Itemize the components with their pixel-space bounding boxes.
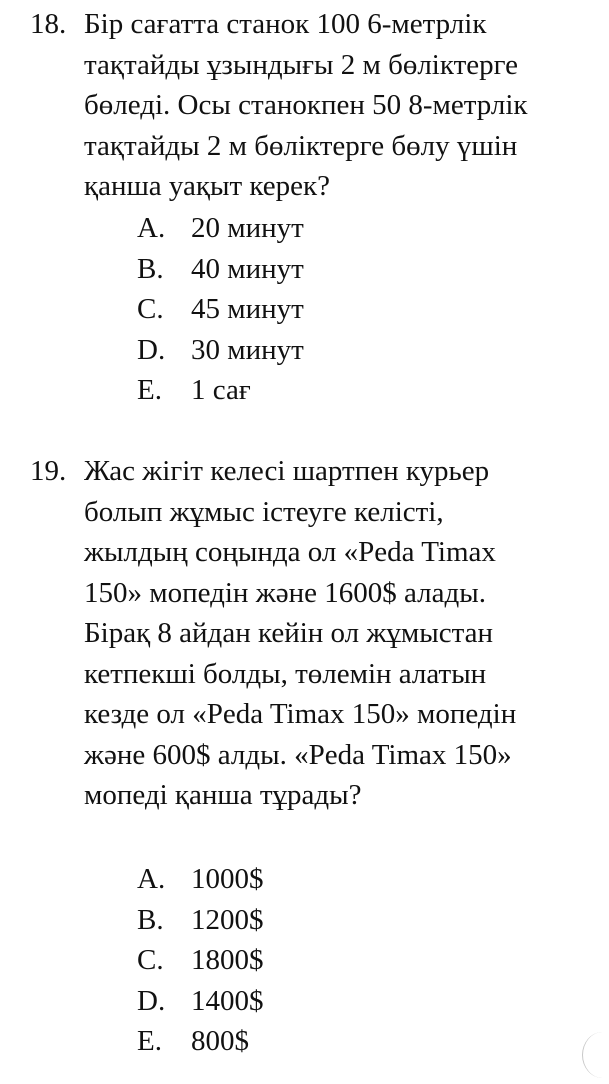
option-letter: D. [137,984,166,1017]
answer-option-a [0,859,609,900]
option-text: 40 минут [191,252,304,285]
question-text-line: 150» мопедін және 1600$ алады. [84,576,486,609]
option-text: 1800$ [191,944,264,976]
question-text-line: тақтайды ұзындығы 2 м бөліктерге [84,48,518,81]
option-letter: B. [137,252,164,285]
question-text-line: қанша уақыт керек? [84,170,330,202]
answer-option-d [0,330,609,371]
option-text: 1200$ [191,903,264,936]
option-text: 800$ [191,1025,249,1057]
option-text: 45 минут [191,293,304,325]
answer-option-e [0,1021,609,1062]
option-text: 30 минут [191,333,304,366]
question-text-line: Жас жігіт келесі шартпен курьер [84,455,490,487]
question-number: 18. [30,8,67,40]
answer-option-e [0,370,609,411]
answer-option-c [0,940,609,981]
option-text: 1400$ [191,984,264,1017]
page-edge-mark [582,1032,609,1078]
option-letter: E. [137,374,162,406]
option-text: 1 сағ [191,374,251,406]
answer-option-b [0,900,609,941]
question-text-line: кезде ол «Peda Timax 150» мопедін [84,698,517,730]
answer-option-a [0,208,609,249]
option-letter: D. [137,333,166,366]
question-text-line: жылдың соңында ол «Peda Timax [84,536,496,568]
answer-option-d [0,981,609,1022]
question-number: 19. [30,455,67,487]
answer-option-b [0,249,609,290]
question-text-line: тақтайды 2 м бөліктерге бөлу үшін [84,129,518,162]
question-text-line: болып жұмыс істеуге келісті, [84,495,444,528]
option-text: 1000$ [191,863,264,895]
question-text-line: кетпекші болды, төлемін алатын [84,657,487,690]
option-text: 20 минут [191,212,304,244]
option-letter: A. [137,863,166,895]
option-letter: C. [137,293,164,325]
question-text-line: мопеді қанша тұрады? [84,779,362,811]
answer-option-c [0,289,609,330]
option-letter: E. [137,1025,162,1057]
question-text-line: Бірақ 8 айдан кейін ол жұмыстан [84,617,494,649]
question-text-line: бөледі. Осы станокпен 50 8-метрлік [84,89,528,121]
question-text-line: Бір сағатта станок 100 6-метрлік [84,8,487,40]
option-letter: A. [137,212,166,244]
option-letter: B. [137,903,164,936]
option-letter: C. [137,944,164,976]
question-text-line: және 600$ алды. «Peda Timax 150» [84,738,512,771]
